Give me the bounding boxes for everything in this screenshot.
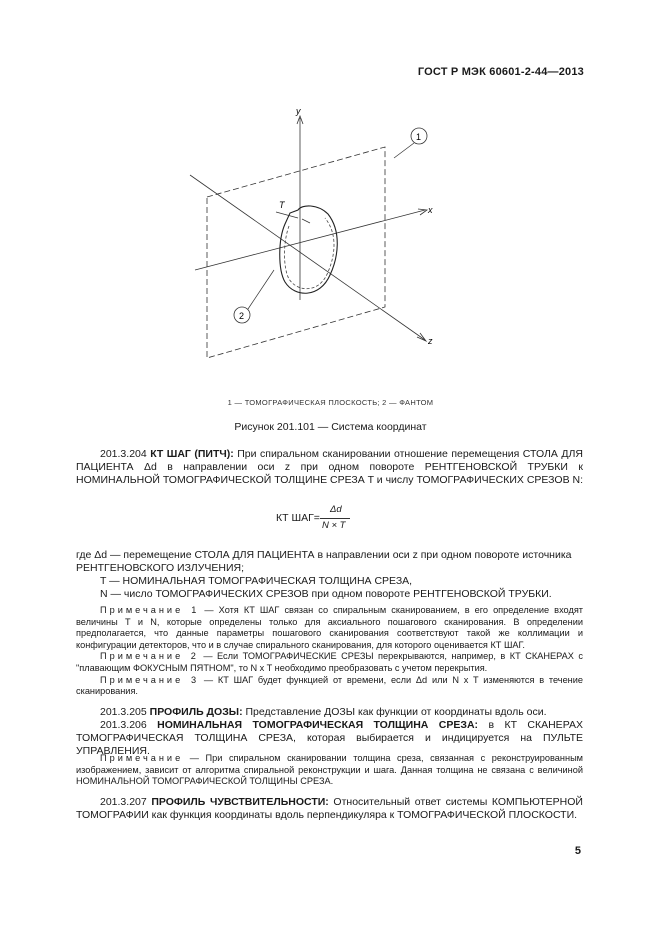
formula-denominator: N × T bbox=[322, 520, 346, 531]
note-3 bbox=[76, 675, 583, 698]
def-number: 201.3.204 bbox=[100, 448, 151, 460]
callout-1-text: 1 bbox=[416, 132, 422, 142]
note-1-label: Примечание 1 bbox=[100, 605, 200, 615]
def-text: При спиральном сканировании отношение перемещения СТОЛА ДЛЯ ПАЦИЕНТА Δd в направлении оси z при одном повороте РЕНТГЕНОВСКОЙ ТРУБКИ к НОМИНАЛЬНОЙ ТОМОГРАФИЧЕСКОЙ ТОЛЩИНЕ СРЕЗА T и числу ТОМОГРАФИЧЕСКИХ СРЕЗОВ N: bbox=[76, 448, 583, 486]
where-line-1: где Δd — перемещение СТОЛА ДЛЯ ПАЦИЕНТА в направлении оси z при одном повороте источника РЕНТГЕНОВСКОГО ИЗЛУЧЕНИЯ; bbox=[76, 549, 572, 574]
definition-201-3-205: 201.3.205 ПРОФИЛЬ ДОЗЫ: Представление ДОЗЫ как функции от координаты вдоль оси. 201.3.206 НОМИНАЛЬНАЯ ТОМОГРАФИЧЕСКАЯ ТОЛЩИНА СРЕЗА: в КТ СКАНЕРАХ ТОМОГРАФИЧЕСКАЯ ТОЛЩИНА СРЕЗА, которая выбирается и индицируется на ПУЛЬТЕ УПРАВЛЕНИЯ. bbox=[76, 706, 583, 757]
note-206 bbox=[76, 753, 583, 788]
phantom-section-dashed bbox=[285, 218, 335, 289]
z-axis-label: z bbox=[428, 336, 433, 346]
def-term: ПРОФИЛЬ ДОЗЫ: bbox=[149, 706, 243, 718]
fraction-bar bbox=[320, 518, 350, 519]
z-axis bbox=[190, 175, 425, 340]
formula-numerator: Δd bbox=[330, 504, 342, 515]
note-1-text: — Хотя КТ ШАГ связан со спиральным сканированием, в его определение входят величины T и N, которые определены только для аксиального пошагового сканирования. В определении предполагается, что данные параметры пошагового сканирования соответствуют такой же коллимации и конфигурации детекторов, что и в случае спирального сканирования, для которого оценивается КТ ШАГ. bbox=[76, 605, 584, 650]
note-1 bbox=[76, 605, 583, 651]
definition-201-3-207: 201.3.207 ПРОФИЛЬ ЧУВСТВИТЕЛЬНОСТИ: Относительный ответ системы КОМПЬЮТЕРНОЙ ТОМОГРАФИИ как функция координаты вдоль перпендикуляра к ТОМОГРАФИЧЕСКОЙ ПЛОСКОСТИ. bbox=[76, 796, 583, 821]
note-3-text: — КТ ШАГ будет функцией от времени, если Δd или N x T изменяются в течение сканирования. bbox=[76, 674, 583, 697]
phantom-outline bbox=[280, 206, 338, 293]
tomographic-plane bbox=[207, 147, 385, 358]
figure-caption: Рисунок 201.101 — Система координат bbox=[234, 421, 427, 433]
thickness-label: T bbox=[279, 200, 285, 210]
note-206-text: — При спиральном сканировании толщина среза, связанная с реконструированным изображением, зависит от алгоритма спиральной реконструкции и шага. Данная толщина не связана с величиной НОМИНАЛЬНОЙ ТОМОГРАФИЧЕСКОЙ ТОЛЩИНЫ СРЕЗА. bbox=[76, 753, 583, 787]
running-header: ГОСТ Р МЭК 60601-2-44—2013 bbox=[417, 66, 584, 78]
y-axis-label: y bbox=[296, 106, 301, 116]
note-2-text: — Если ТОМОГРАФИЧЕСКИЕ СРЕЗЫ перекрываются, например, в КТ СКАНЕРАХ с "плавающим ФОКУСНЫМ ПЯТНОМ", то N x T необходимо преобразовать с учетом перекрытия. bbox=[76, 651, 584, 673]
where-line-2: T — НОМИНАЛЬНАЯ ТОМОГРАФИЧЕСКАЯ ТОЛЩИНА СРЕЗА, bbox=[100, 575, 413, 587]
where-block bbox=[76, 549, 583, 601]
x-axis-label: x bbox=[428, 205, 433, 215]
callout-2-text: 2 bbox=[239, 311, 245, 321]
definition-201-3-204 bbox=[76, 448, 583, 487]
formula-lhs: КТ ШАГ= bbox=[276, 512, 320, 524]
definition-201-3-206: 201.3.206 НОМИНАЛЬНАЯ ТОМОГРАФИЧЕСКАЯ ТОЛЩИНА СРЕЗА: в КТ СКАНЕРАХ ТОМОГРАФИЧЕСКАЯ ТОЛЩИНА СРЕЗА, которая выбирается и индицируется на ПУЛЬТЕ УПРАВЛЕНИЯ. bbox=[76, 719, 583, 757]
notes-block bbox=[76, 605, 583, 698]
figure-legend: 1 — ТОМОГРАФИЧЕСКАЯ ПЛОСКОСТЬ; 2 — ФАНТОМ bbox=[227, 398, 434, 407]
coordinate-system-figure bbox=[170, 100, 470, 380]
note-3-label: Примечание 3 bbox=[100, 674, 200, 685]
note-206-label: Примечание bbox=[100, 753, 184, 763]
page-number: 5 bbox=[574, 845, 581, 857]
def-term: КТ ШАГ (ПИТЧ): bbox=[150, 448, 234, 460]
note-2 bbox=[76, 651, 583, 674]
x-axis bbox=[195, 210, 425, 270]
note-2-label: Примечание 2 bbox=[100, 651, 199, 662]
def-term: ПРОФИЛЬ ЧУВСТВИТЕЛЬНОСТИ: bbox=[151, 796, 329, 808]
where-line-3: N — число ТОМОГРАФИЧЕСКИХ СРЕЗОВ при одном повороте РЕНТГЕНОВСКОЙ ТРУБКИ. bbox=[100, 588, 552, 600]
def-term: НОМИНАЛЬНАЯ ТОМОГРАФИЧЕСКАЯ ТОЛЩИНА СРЕЗА: bbox=[157, 719, 479, 731]
